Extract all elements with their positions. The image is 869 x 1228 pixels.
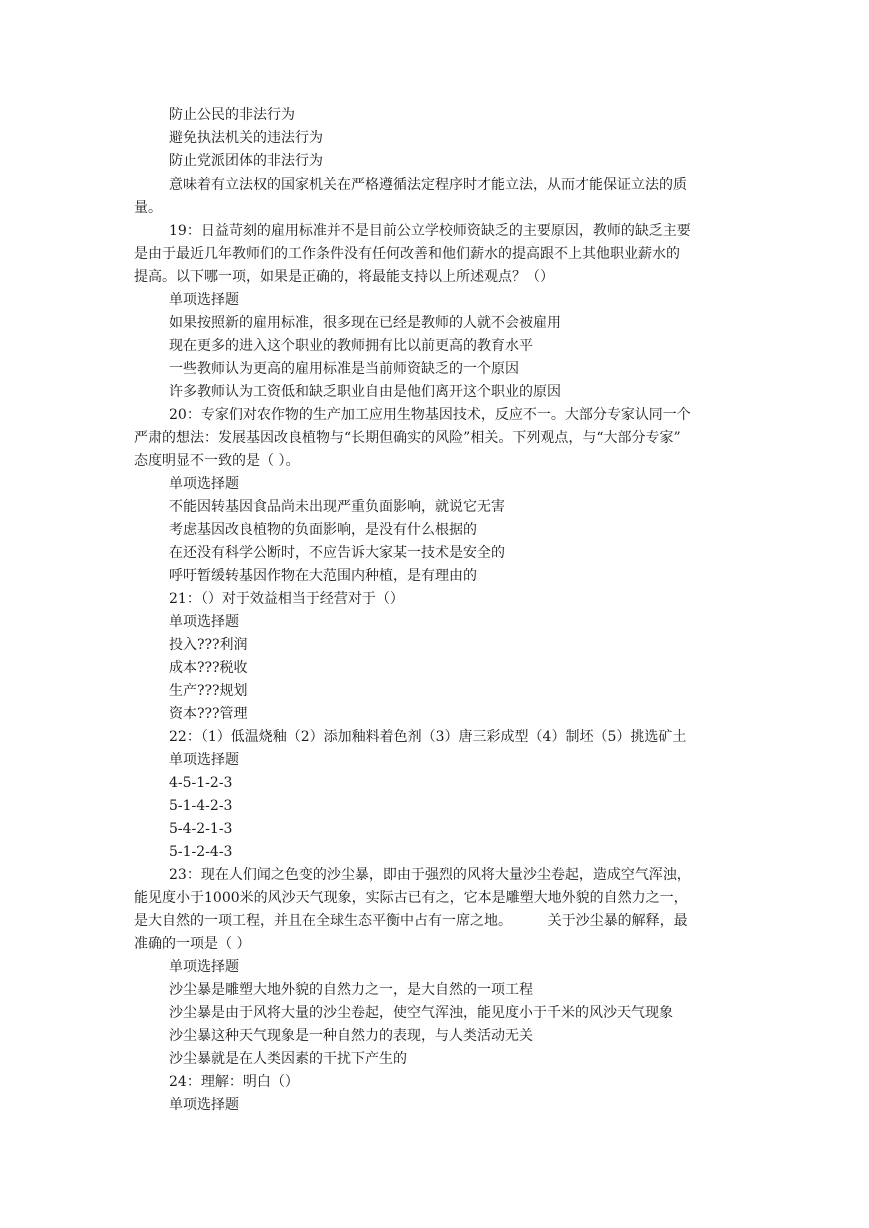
option-line: 沙尘暴就是在人类因素的干扰下产生的 bbox=[169, 1051, 407, 1067]
text-line: 是由于最近几年教师们的工作条件没有任何改善和他们薪水的提高跟不上其他职业薪水的 bbox=[134, 246, 680, 262]
text-line: 量。 bbox=[134, 200, 162, 216]
text-line: 意味着有立法权的国家机关在严格遵循法定程序时才能立法，从而才能保证立法的质 bbox=[169, 177, 687, 193]
question-21-stem: 21：（）对于效益相当于经营对于（） bbox=[169, 591, 404, 607]
question-24-stem: 24：理解：明白（） bbox=[169, 1074, 299, 1090]
option-line: 5-4-2-1-3 bbox=[169, 821, 233, 837]
option-line: 5-1-4-2-3 bbox=[169, 798, 233, 814]
option-line: 5-1-2-4-3 bbox=[169, 844, 233, 860]
option-line: 如果按照新的雇用标准，很多现在已经是教师的人就不会被雇用 bbox=[169, 315, 561, 331]
option-line: 一些教师认为更高的雇用标准是当前师资缺乏的一个原因 bbox=[169, 361, 519, 377]
question-type-label: 单项选择题 bbox=[169, 1097, 239, 1113]
question-type-label: 单项选择题 bbox=[169, 292, 239, 308]
text-line: 能见度小于1000米的风沙天气现象，实际古已有之，它本是雕塑大地外貌的自然力之一， bbox=[134, 890, 688, 906]
option-line: 不能因转基因食品尚未出现严重负面影响，就说它无害 bbox=[169, 499, 505, 515]
question-type-label: 单项选择题 bbox=[169, 959, 239, 975]
text-line: 防止公民的非法行为 bbox=[169, 107, 295, 123]
text-line: 态度明显不一致的是（ ）。 bbox=[134, 453, 300, 469]
option-line: 沙尘暴是雕塑大地外貌的自然力之一，是大自然的一项工程 bbox=[169, 982, 533, 998]
text-line: 避免执法机关的违法行为 bbox=[169, 130, 323, 146]
option-line: 在还没有科学公断时，不应告诉大家某一技术是安全的 bbox=[169, 545, 505, 561]
option-line: 现在更多的进入这个职业的教师拥有比以前更高的教育水平 bbox=[169, 338, 533, 354]
text-line: 防止党派团体的非法行为 bbox=[169, 153, 323, 169]
option-line: 考虑基因改良植物的负面影响，是没有什么根据的 bbox=[169, 522, 477, 538]
question-type-label: 单项选择题 bbox=[169, 614, 239, 630]
question-type-label: 单项选择题 bbox=[169, 476, 239, 492]
option-line: 4-5-1-2-3 bbox=[169, 775, 233, 791]
question-19-stem: 19：日益苛刻的雇用标准并不是目前公立学校师资缺乏的主要原因，教师的缺乏主要 bbox=[169, 223, 691, 239]
option-line: 沙尘暴是由于风将大量的沙尘卷起，使空气浑浊，能见度小于千米的风沙天气现象 bbox=[169, 1005, 673, 1021]
text-line: 严肃的想法：发展基因改良植物与“长期但确实的风险”相关。下列观点，与“大部分专家” bbox=[134, 430, 681, 446]
option-line: 呼吁暂缓转基因作物在大范围内种植，是有理由的 bbox=[169, 568, 477, 584]
option-line: 许多教师认为工资低和缺乏职业自由是他们离开这个职业的原因 bbox=[169, 384, 561, 400]
option-line: 投入???利润 bbox=[169, 637, 248, 653]
option-line: 资本???管理 bbox=[169, 706, 248, 722]
question-22-stem: 22：（1）低温烧釉（2）添加釉料着色剂（3）唐三彩成型（4）制坯（5）挑选矿土 bbox=[169, 729, 687, 745]
option-line: 成本???税收 bbox=[169, 660, 248, 676]
option-line: 生产???规划 bbox=[169, 683, 248, 699]
text-line: 提高。以下哪一项，如果是正确的，将最能支持以上所述观点？（） bbox=[134, 269, 554, 285]
option-line: 沙尘暴这种天气现象是一种自然力的表现，与人类活动无关 bbox=[169, 1028, 533, 1044]
question-20-stem: 20：专家们对农作物的生产加工应用生物基因技术，反应不一。大部分专家认同一个 bbox=[169, 407, 691, 423]
question-type-label: 单项选择题 bbox=[169, 752, 239, 768]
text-line: 是大自然的一项工程，并且在全球生态平衡中占有一席之地。 关于沙尘暴的解释，最 bbox=[134, 913, 688, 929]
question-23-stem: 23：现在人们闻之色变的沙尘暴，即由于强烈的风将大量沙尘卷起，造成空气浑浊， bbox=[169, 867, 691, 883]
text-line: 准确的一项是（ ） bbox=[134, 936, 251, 952]
